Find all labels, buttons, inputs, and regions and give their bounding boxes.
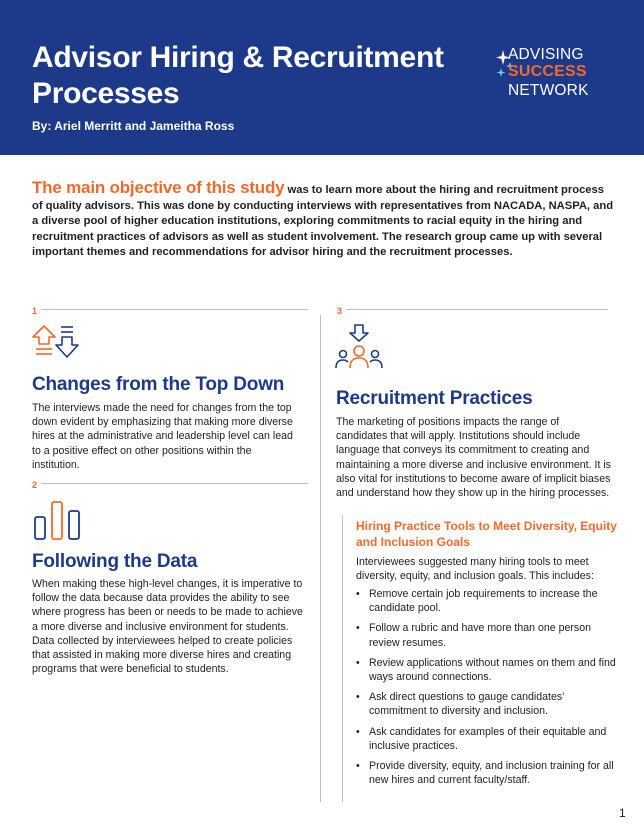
section-3-divider bbox=[340, 309, 608, 310]
logo-line-2: SUCCESS bbox=[508, 63, 587, 80]
page-header bbox=[0, 0, 644, 155]
list-item: • Ask candidates for examples of their equitable and inclusive practices. bbox=[356, 725, 607, 752]
bullet-icon: • bbox=[356, 760, 360, 773]
bullet-icon: • bbox=[356, 588, 360, 600]
tools-heading: Hiring Practice Tools to Meet Diversity, Equity and Inclusion Goals bbox=[356, 519, 617, 549]
intro-lead: The main objective of this study bbox=[32, 178, 285, 197]
page-number: 1 bbox=[619, 806, 626, 820]
section-3-title: Recruitment Practices bbox=[336, 388, 533, 409]
section-2-title: Following the Data bbox=[32, 551, 198, 572]
list-item: • Remove certain job requirements to increase the candidate pool. bbox=[356, 588, 598, 615]
people-group-icon bbox=[334, 324, 384, 370]
section-1-title: Changes from the Top Down bbox=[32, 374, 285, 395]
logo-line-3: NETWORK bbox=[508, 82, 589, 99]
section-1-number: 1 bbox=[32, 306, 41, 316]
section-2-divider bbox=[32, 483, 308, 484]
intro-text: was to learn more about the hiring and recruitment process of quality advisors. This was done by conducting interviews with representatives from NACADA, NASPA, and a diverse pool of higher education institutions, exploring commitments to racial equity in the hiring and recruitment practices of advisors as well as student involvement. The research group came up with several important themes and recommendations for advisor hiring and the recruitment processes. bbox=[32, 184, 614, 259]
section-1-body: The interviews made the need for changes from the top down evident by emphasizing that making more diverse hires at the administrative and leadership level can lead to a positive effect on other positions within the institution. bbox=[32, 402, 293, 471]
advising-success-network-logo bbox=[494, 46, 634, 106]
column-divider bbox=[320, 315, 321, 802]
section-3-number: 3 bbox=[333, 306, 346, 316]
tools-list bbox=[356, 587, 618, 793]
list-item: • Provide diversity, equity, and inclusion training for all new hires and current faculty/staff. bbox=[356, 760, 614, 787]
bullet-icon: • bbox=[356, 622, 360, 635]
logo-line-1: ADVISING bbox=[508, 46, 584, 63]
intro-paragraph bbox=[32, 180, 617, 261]
page-title: Advisor Hiring & Recruitment Processes bbox=[32, 41, 444, 110]
section-3-body: The marketing of positions impacts the range of candidates that will apply. Institutions should include language that conveys its commitment to creating and maintaining a more diverse and inclusive environment. It is also vital for institutions to become aware of implicit biases and understand how they show up in the hiring processes. bbox=[336, 416, 611, 500]
section-2-number: 2 bbox=[32, 480, 41, 490]
bullet-icon: • bbox=[356, 725, 360, 738]
list-item: • Review applications without names on them and find ways around connections. bbox=[356, 656, 616, 684]
byline: By: Ariel Merritt and Jameitha Ross bbox=[32, 119, 235, 133]
tools-sidebar-line bbox=[342, 515, 343, 802]
arrows-up-down-icon bbox=[32, 324, 80, 362]
list-item: • Ask direct questions to gauge candidates’ commitment to diversity and inclusion. bbox=[356, 691, 565, 718]
list-item: • Follow a rubric and have more than one person review resumes. bbox=[356, 622, 592, 649]
bar-chart-icon bbox=[34, 500, 82, 542]
tools-intro: Interviewees suggested many hiring tools to meet diversity, equity, and inclusion goals. This includes: bbox=[356, 556, 594, 583]
bullet-icon: • bbox=[356, 656, 360, 669]
bullet-icon: • bbox=[356, 691, 360, 704]
section-2-body: When making these high-level changes, it is imperative to follow the data because data provides the ability to see where progress has been or needs to be made to achieve a more diverse and inclusive environment for students. Data collected by interviewees helped to create policies that assisted in making more diverse hires and creating programs that were beneficial to students. bbox=[32, 578, 303, 676]
section-1-divider bbox=[32, 309, 308, 310]
